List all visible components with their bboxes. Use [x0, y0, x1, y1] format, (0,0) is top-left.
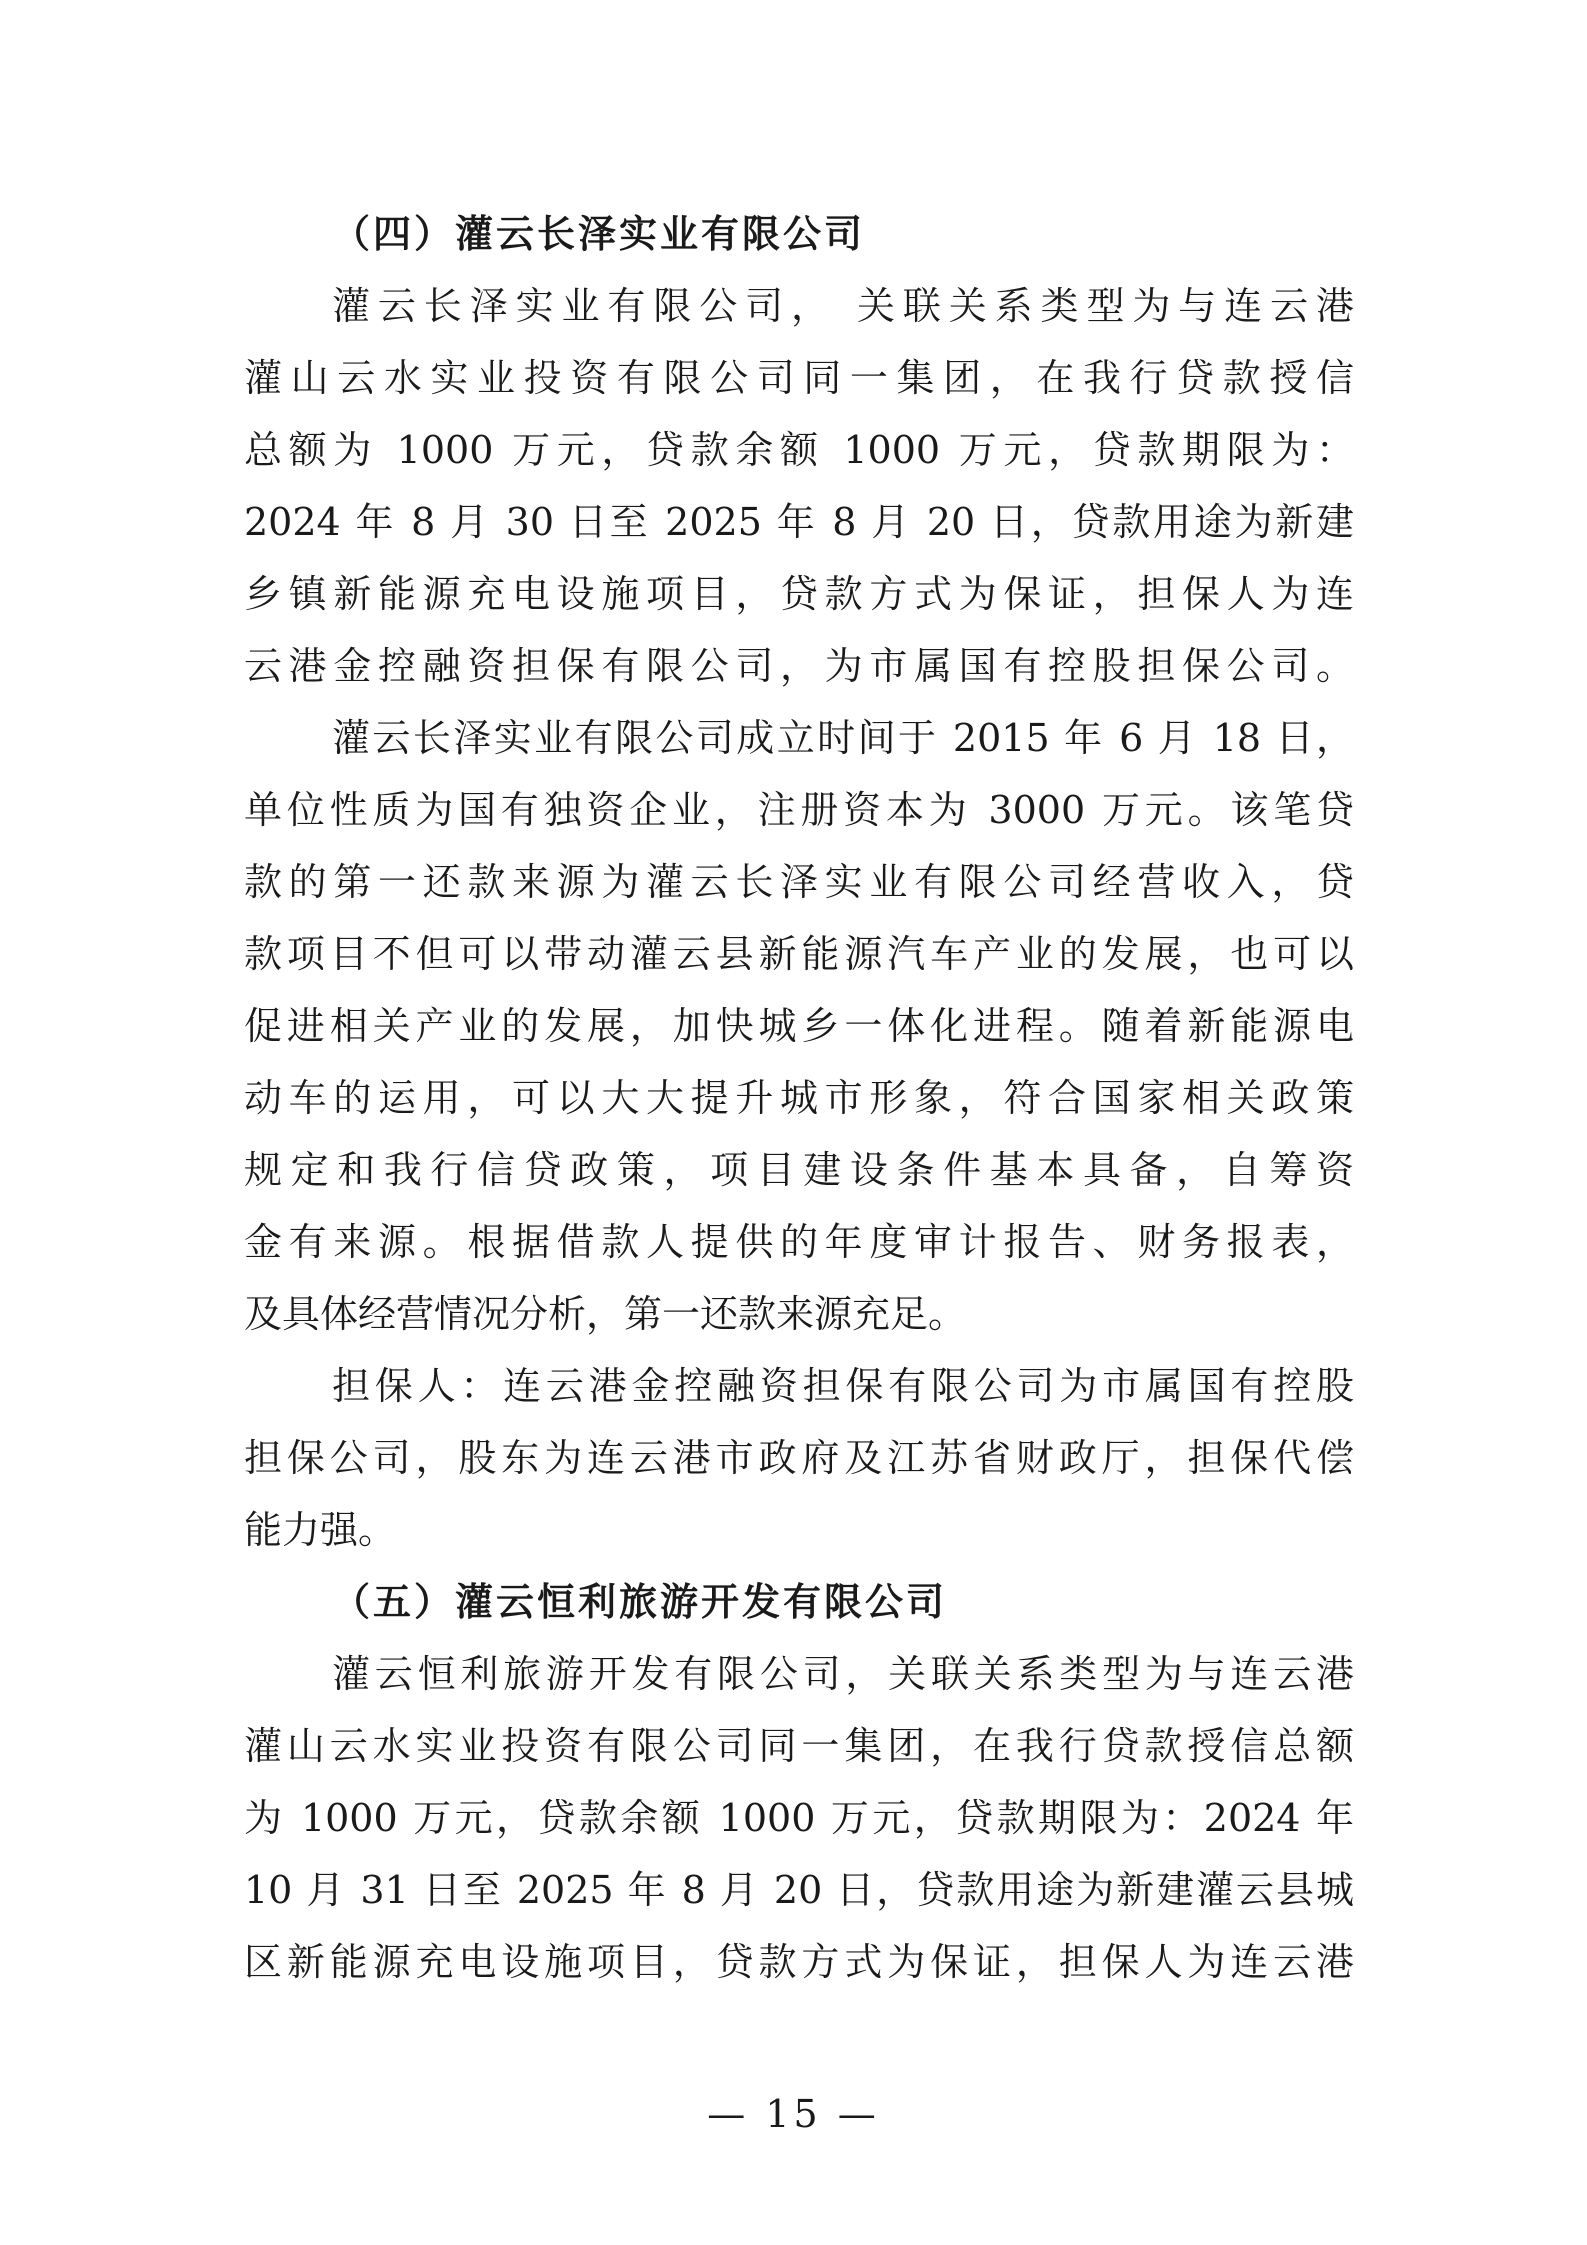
paragraph-line: 云港金控融资担保有限公司，为市属国有控股担保公司。: [244, 644, 1354, 688]
paragraph-line: 为 1000 万元，贷款余额 1000 万元，贷款期限为：2024 年: [244, 1796, 1354, 1840]
section-heading-4: （四）灌云长泽实业有限公司: [332, 211, 866, 256]
paragraph-line: 灌山云水实业投资有限公司同一集团，在我行贷款授信总额: [244, 1724, 1354, 1768]
paragraph-line: 规定和我行信贷政策，项目建设条件基本具备，自筹资: [244, 1148, 1354, 1192]
paragraph-line: 10 月 31 日至 2025 年 8 月 20 日，贷款用途为新建灌云县城: [244, 1868, 1354, 1912]
paragraph-line: 能力强。: [244, 1508, 397, 1552]
paragraph-line: 2024 年 8 月 30 日至 2025 年 8 月 20 日，贷款用途为新建: [244, 500, 1354, 544]
paragraph-line: 单位性质为国有独资企业，注册资本为 3000 万元。该笔贷: [244, 788, 1354, 832]
paragraph-line: 总额为 1000 万元，贷款余额 1000 万元，贷款期限为：: [244, 428, 1354, 472]
paragraph-line: 灌山云水实业投资有限公司同一集团，在我行贷款授信: [244, 356, 1354, 400]
section-heading-5: （五）灌云恒利旅游开发有限公司: [332, 1579, 948, 1624]
paragraph-line: 款的第一还款来源为灌云长泽实业有限公司经营收入，贷: [244, 860, 1354, 904]
page-number: — 15 —: [707, 2092, 880, 2136]
paragraph-line: 灌云长泽实业有限公司成立时间于 2015 年 6 月 18 日，: [332, 716, 1354, 760]
paragraph-line: 担保公司，股东为连云港市政府及江苏省财政厅，担保代偿: [244, 1436, 1354, 1480]
paragraph-line: 灌云长泽实业有限公司， 关联关系类型为与连云港: [332, 284, 1354, 328]
paragraph-line: 乡镇新能源充电设施项目，贷款方式为保证，担保人为连: [244, 572, 1354, 616]
paragraph-line: 款项目不但可以带动灌云县新能源汽车产业的发展，也可以: [244, 932, 1354, 976]
paragraph-line: 灌云恒利旅游开发有限公司，关联关系类型为与连云港: [332, 1652, 1354, 1696]
paragraph-line: 及具体经营情况分析，第一还款来源充足。: [244, 1292, 967, 1336]
paragraph-line: 动车的运用，可以大大提升城市形象，符合国家相关政策: [244, 1076, 1354, 1120]
paragraph-line: 金有来源。根据借款人提供的年度审计报告、财务报表，: [244, 1220, 1354, 1264]
paragraph-line: 区新能源充电设施项目，贷款方式为保证，担保人为连云港: [244, 1940, 1354, 1984]
paragraph-line: 促进相关产业的发展，加快城乡一体化进程。随着新能源电: [244, 1004, 1354, 1048]
paragraph-line: 担保人：连云港金控融资担保有限公司为市属国有控股: [332, 1364, 1354, 1408]
